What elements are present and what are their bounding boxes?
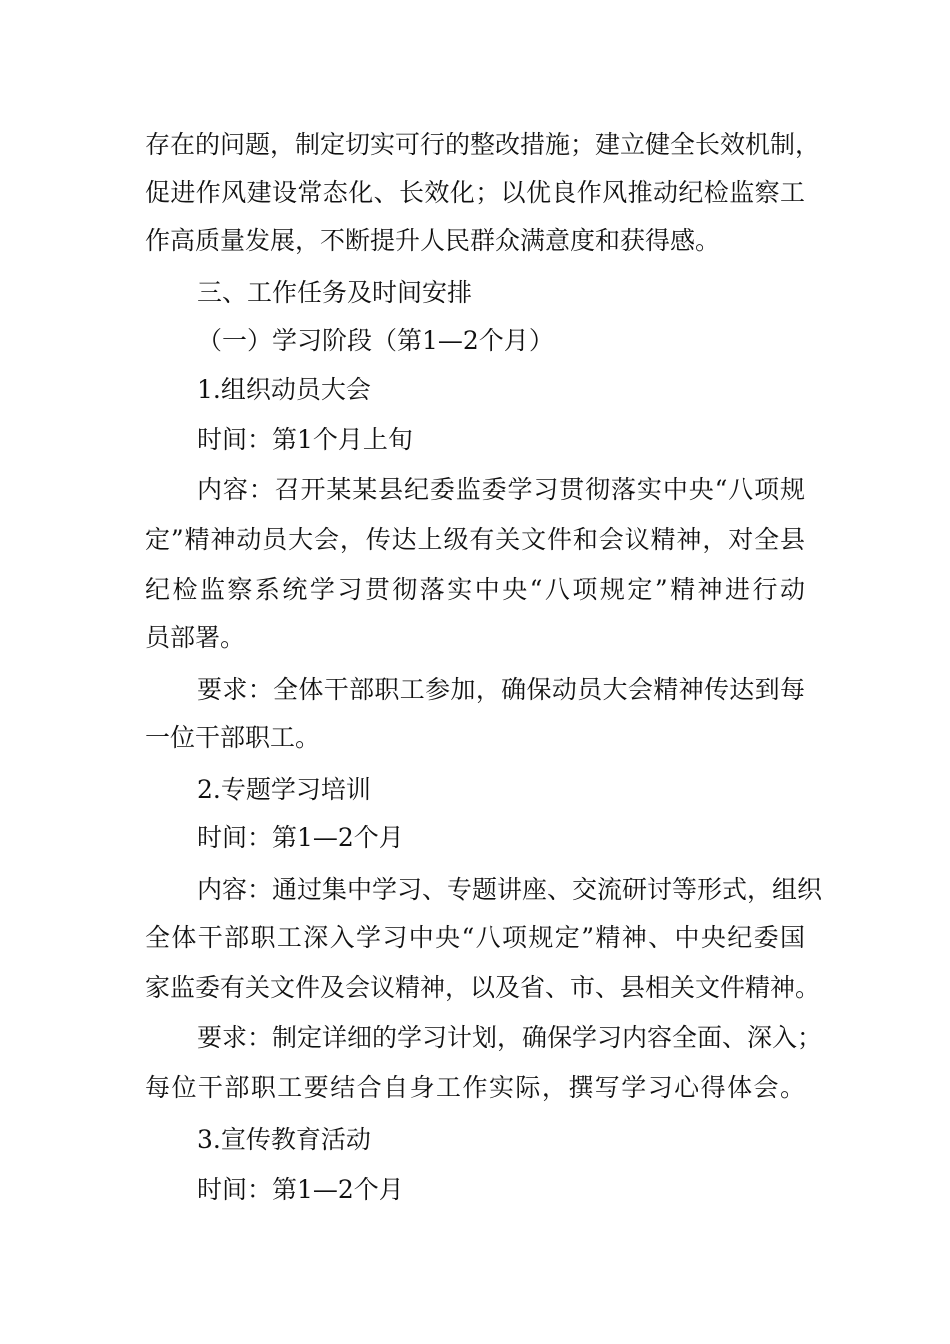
text-line: 内容：召开某某县纪委监委学习贯彻落实中央“八项规 (197, 475, 805, 504)
text-line: 定”精神动员大会，传达上级有关文件和会议精神，对全县 (145, 525, 805, 554)
text-line: 时间：第1—2个月 (197, 823, 404, 852)
text-line: 2.专题学习培训 (197, 775, 371, 804)
text-line: 时间：第1个月上旬 (197, 425, 413, 454)
text-line: 存在的问题，制定切实可行的整改措施；建立健全长效机制， (145, 130, 821, 159)
text-line: 三、工作任务及时间安排 (197, 278, 473, 307)
text-line: 纪检监察系统学习贯彻落实中央“八项规定”精神进行动 (145, 575, 805, 604)
text-line: 作高质量发展，不断提升人民群众满意度和获得感。 (145, 226, 721, 255)
text-line: （一）学习阶段（第1—2个月） (197, 326, 554, 355)
text-line: 家监委有关文件及会议精神，以及省、市、县相关文件精神。 (145, 973, 821, 1002)
text-line: 内容：通过集中学习、专题讲座、交流研讨等形式，组织 (197, 875, 823, 904)
text-line: 要求：制定详细的学习计划，确保学习内容全面、深入； (197, 1023, 823, 1052)
text-line: 每位干部职工要结合自身工作实际，撰写学习心得体会。 (145, 1073, 805, 1102)
text-line: 1.组织动员大会 (197, 375, 371, 404)
text-line: 时间：第1—2个月 (197, 1175, 404, 1204)
text-line: 一位干部职工。 (145, 723, 321, 752)
text-line: 员部署。 (145, 623, 246, 652)
text-line: 要求：全体干部职工参加，确保动员大会精神传达到每 (197, 675, 805, 704)
text-line: 3.宣传教育活动 (197, 1125, 371, 1154)
text-line: 促进作风建设常态化、长效化；以优良作风推动纪检监察工 (145, 178, 805, 207)
text-line: 全体干部职工深入学习中央“八项规定”精神、中央纪委国 (145, 923, 805, 952)
